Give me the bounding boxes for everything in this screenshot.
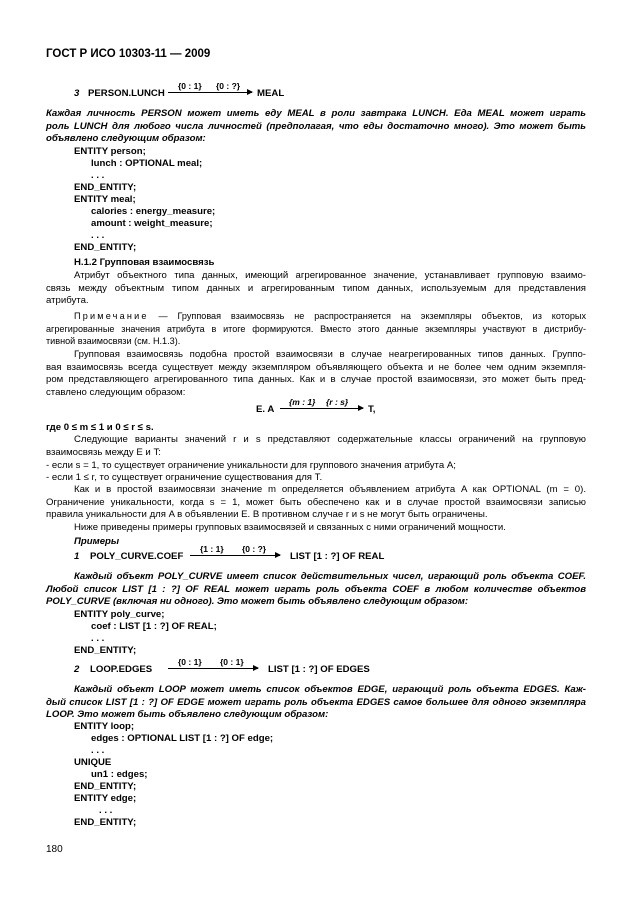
formula-lhs: E. A <box>256 404 275 415</box>
example-description: Каждый объект POLY_CURVE имеет список действительных чисел, играющий роль объекта COEF. Любой список LIST [1 : ?] OF REAL может играть роль объекта COEF в любом количестве объектов POLY_CURVE (включая ни одного). Это может быть объявлено следующим образом: <box>46 571 586 608</box>
cardinality-label: {0 : 1} <box>178 657 202 667</box>
arrow-line <box>168 92 252 93</box>
bullet-item: - если s = 1, то существует ограничение уникальности для группового значения атрибута A; <box>46 460 456 471</box>
code-line: ENTITY loop; <box>74 721 135 732</box>
code-line: ENTITY meal; <box>74 194 136 205</box>
code-line: edges : OPTIONAL LIST [1 : ?] OF edge; <box>91 733 274 744</box>
relation-lhs: POLY_CURVE.COEF <box>90 551 184 562</box>
relation-lhs: LOOP.EDGES <box>90 664 153 675</box>
paragraph: Следующие варианты значений r и s представляют содержательные классы ограничений на групповую взаимосвязь между E и T: <box>46 434 586 458</box>
code-line: END_ENTITY; <box>74 781 137 792</box>
code-line: . . . <box>91 230 105 241</box>
cardinality-label: {0 : 1} <box>220 657 244 667</box>
code-line: END_ENTITY; <box>74 817 137 828</box>
arrow-line <box>168 668 258 669</box>
code-line: END_ENTITY; <box>74 242 137 253</box>
code-line: ENTITY person; <box>74 146 146 157</box>
example-description: Каждый объект LOOP может иметь список объектов EDGE, играющий роль объекта EDGES. Каж- дый список LIST [1 : ?] OF EDGE может играть роль объекта EDGES самое большее для одного экземпляра LOOP. Это может быть объявлено следующим образом: <box>46 684 586 721</box>
paragraph: Групповая взаимосвязь подобна простой взаимосвязи в случае неагрегированных типов данных. Группо- вая взаимосвязь всегда существует между экземпляром объявляющего объекта и не более чем одним экземпля- ром представляющего агрегированного типа данных. Как и в случае простой взаимосвязи, это может быть пред- ставлено следующим образом: <box>46 349 586 398</box>
code-line: . . . <box>91 170 105 181</box>
formula-rhs: T, <box>368 404 376 415</box>
page-header: ГОСТ Р ИСО 10303-11 — 2009 <box>46 48 211 60</box>
arrow-line <box>280 408 363 409</box>
cardinality-label: {0 : ?} <box>242 544 267 554</box>
cardinality-label: {0 : 1} <box>178 81 202 91</box>
note: Примечание — Групповая взаимосвязь не распространяется на экземпляры объектов, из которых агрегированные значения атрибута в итоге формируются. Вместо этого данные экземпляры участвуют в дистрибу- тивной взаимосвязи (см. Н.1.3). <box>46 311 586 347</box>
paragraph: Ниже приведены примеры групповых взаимосвязей и связанных с ними ограничений мощности. <box>74 522 506 533</box>
bullet-item: - если 1 ≤ r, то существует ограничение существования для T. <box>46 472 323 483</box>
relation-rhs: LIST [1 : ?] OF EDGES <box>268 664 370 675</box>
section-title: H.1.2 Групповая взаимосвязь <box>74 257 215 268</box>
code-line: . . . <box>91 745 105 756</box>
relation-arrow <box>168 80 252 102</box>
relation-rhs: MEAL <box>257 88 285 99</box>
example-number: 1 <box>74 551 80 562</box>
cardinality-label: {m : 1} <box>289 397 316 407</box>
relation-arrow <box>168 656 258 678</box>
paragraph: Атрибут объектного типа данных, имеющий агрегированное значение, устанавливает групповую взаимо- связь между объектным типом данных и агрегированным типом данных, используемым для представления атрибута. <box>46 270 586 307</box>
note-label: Примечание <box>74 311 149 321</box>
code-line: ENTITY edge; <box>74 793 137 804</box>
page-number: 180 <box>46 844 63 855</box>
code-line: END_ENTITY; <box>74 645 137 656</box>
code-line: un1 : edges; <box>91 769 148 780</box>
code-line: calories : energy_measure; <box>91 206 216 217</box>
cardinality-label: {r : s} <box>326 397 349 407</box>
cardinality-label: {0 : ?} <box>216 81 241 91</box>
examples-title: Примеры <box>74 536 120 547</box>
code-line: lunch : OPTIONAL meal; <box>91 158 203 169</box>
code-line: UNIQUE <box>74 757 112 768</box>
relation-rhs: LIST [1 : ?] OF REAL <box>290 551 385 562</box>
example-number: 2 <box>74 664 80 675</box>
relation-arrow <box>190 543 280 565</box>
code-line: coef : LIST [1 : ?] OF REAL; <box>91 621 217 632</box>
code-line: ENTITY poly_curve; <box>74 609 165 620</box>
example-number: 3 <box>74 88 80 99</box>
formula-condition: где 0 ≤ m ≤ 1 и 0 ≤ r ≤ s. <box>46 422 154 433</box>
example-description: Каждая личность PERSON может иметь еду MEAL в роли завтрака LUNCH. Еда MEAL может играть роль LUNCH для любого числа личностей (предполагая, что еды достаточно много). Это может быть объявлено следующим образом: <box>46 108 586 145</box>
code-line: amount : weight_measure; <box>91 218 213 229</box>
code-line: END_ENTITY; <box>74 182 137 193</box>
paragraph: Как и в простой взаимосвязи значение m определяется объявлением атрибута A как OPTIONAL (m = 0). Ограничение уникальности, когда s = 1, может быть обеспечено как и в случае простой взаимосвязи записью правила уникальности для A в объявлении E. В противном случае r и s не могут быть ограничены. <box>46 484 586 521</box>
cardinality-label: {1 : 1} <box>200 544 224 554</box>
code-line: . . . <box>99 805 113 816</box>
code-line: . . . <box>91 633 105 644</box>
formula-arrow <box>280 396 363 418</box>
arrow-line <box>190 555 280 556</box>
relation-lhs: PERSON.LUNCH <box>88 88 165 99</box>
